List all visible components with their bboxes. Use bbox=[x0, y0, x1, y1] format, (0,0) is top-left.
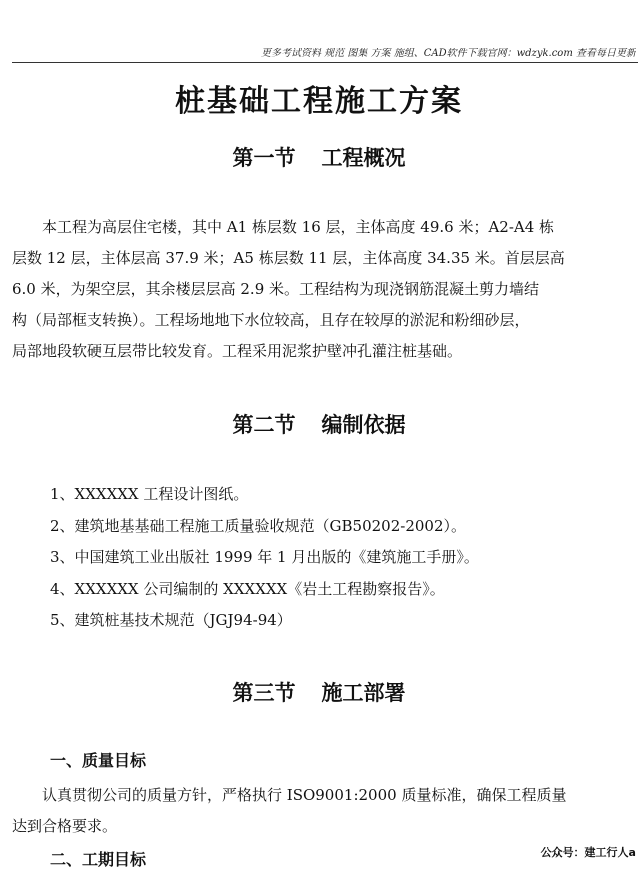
section-3-number: 第三节 bbox=[232, 680, 296, 705]
document-title: 桩基础工程施工方案 bbox=[175, 84, 463, 119]
schedule-goal-heading: 二、工期目标 bbox=[50, 850, 147, 869]
list-item: 1、XXXXXX 工程设计图纸。 bbox=[50, 485, 249, 503]
section-2-name: 编制依据 bbox=[321, 412, 406, 437]
header-note: 更多考试资料 规范 图集 方案 施组、CAD软件下载官网：wdzyk.com 查看每日更新 bbox=[260, 48, 636, 59]
paragraph-line: 本工程为高层住宅楼，其中 A1 栋层数 16 层，主体高度 49.6 米；A2-A4 栋 bbox=[12, 218, 555, 236]
section-3-paragraph bbox=[12, 780, 638, 842]
section-1-heading bbox=[0, 144, 638, 172]
list-item: 2、建筑地基基础工程施工质量验收规范（GB50202-2002）。 bbox=[50, 516, 467, 535]
paragraph-line: 层数 12 层，主体层高 37.9 米；A5 栋层数 11 层，主体高度 34.35 米。首层层高 bbox=[12, 249, 565, 267]
quality-goal-heading: 一、质量目标 bbox=[50, 751, 147, 770]
section-2-heading bbox=[0, 411, 638, 439]
list-item: 5、建筑桩基技术规范（JGJ94-94） bbox=[50, 611, 292, 629]
reference-list bbox=[50, 479, 638, 637]
section-1-paragraph bbox=[12, 212, 638, 367]
section-1-name: 工程概况 bbox=[321, 145, 406, 170]
section-2-number: 第二节 bbox=[232, 412, 296, 437]
section-1-number: 第一节 bbox=[232, 145, 296, 170]
section-3-name: 施工部署 bbox=[321, 680, 406, 705]
list-item: 4、XXXXXX 公司编制的 XXXXXX《岩土工程勘察报告》。 bbox=[50, 579, 445, 598]
footer-note: 公众号：建工行人a bbox=[535, 845, 638, 861]
paragraph-line: 局部地段软硬互层带比较发育。工程采用泥浆护壁冲孔灌注桩基础。 bbox=[12, 342, 463, 360]
paragraph-line: 认真贯彻公司的质量方针，严格执行 ISO9001:2000 质量标准，确保工程质量 bbox=[12, 786, 567, 804]
list-item: 3、中国建筑工业出版社 1999 年 1 月出版的《建筑施工手册》。 bbox=[50, 548, 479, 566]
paragraph-line: 达到合格要求。 bbox=[12, 817, 118, 835]
section-3-heading bbox=[0, 679, 638, 707]
paragraph-line: 构（局部框支转换）。工程场地地下水位较高，且存在较厚的淤泥和粉细砂层， bbox=[12, 311, 530, 329]
paragraph-line: 6.0 米，为架空层，其余楼层层高 2.9 米。工程结构为现浇钢筋混凝土剪力墙结 bbox=[12, 280, 540, 298]
header-rule bbox=[12, 62, 638, 63]
